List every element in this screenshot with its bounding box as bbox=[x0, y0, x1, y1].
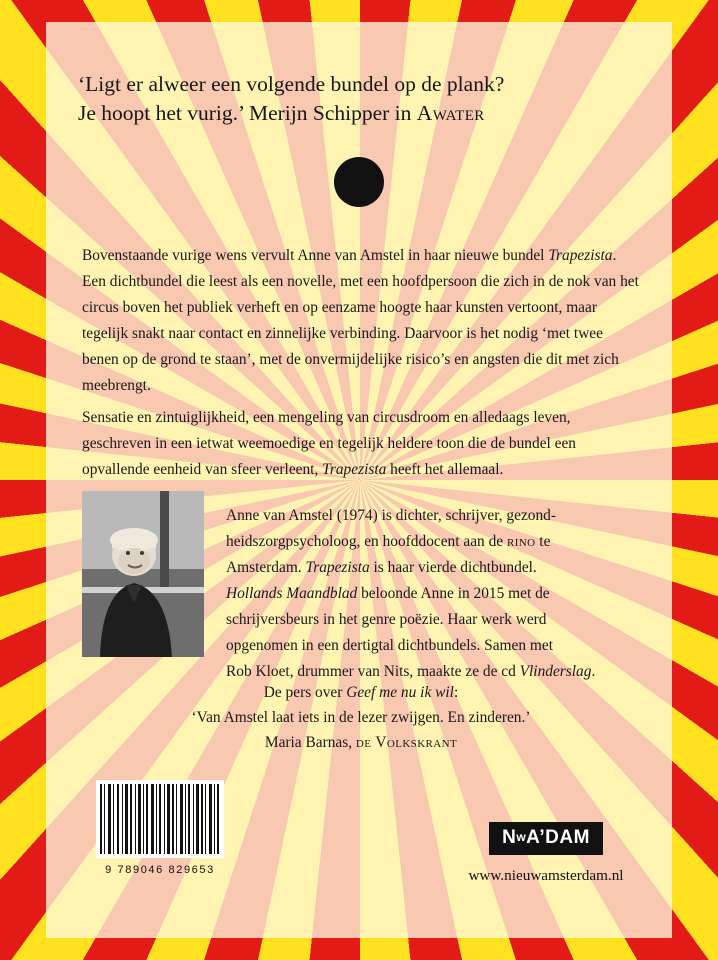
barcode-number: 9 789046 829653 bbox=[105, 864, 215, 876]
press-quote: ‘Van Amstel laat iets in de lezer zwijgen. En zinderen.’ bbox=[191, 709, 531, 726]
press-attribution bbox=[82, 730, 640, 755]
press-attribution-source: de Volkskrant bbox=[355, 734, 458, 751]
black-dot-ornament bbox=[334, 157, 384, 207]
press-intro-title: Geef me nu ik wil bbox=[346, 684, 454, 701]
publisher-website: www.nieuwamsterdam.nl bbox=[468, 867, 624, 884]
press-intro-before: De pers over bbox=[263, 684, 347, 701]
pull-quote-source: Awater bbox=[416, 101, 485, 125]
barcode bbox=[96, 780, 224, 858]
publisher-logo bbox=[489, 822, 603, 855]
press-intro-after: : bbox=[453, 684, 459, 701]
pull-quote-line-2 bbox=[78, 99, 648, 128]
publisher-logo-main: N bbox=[502, 827, 517, 848]
barcode-bars bbox=[96, 780, 224, 858]
blurb-paragraph-2: Sensatie en zintuiglijkheid, een mengeling van circusdroom en alledaags leven, geschreven in een ietwat weemoedige en tegelijk heldere toon die de bundel een opvallende eenheid van sfeer verleent, Trapezista heeft het allemaal. bbox=[82, 409, 577, 479]
pull-quote-line-2-text: Je hoopt het vurig.’ Merijn Schipper in bbox=[78, 101, 417, 125]
author-photo-image bbox=[82, 491, 204, 657]
publisher-block bbox=[446, 822, 646, 885]
press-attribution-name: Maria Barnas, bbox=[264, 734, 356, 751]
press-intro bbox=[82, 680, 640, 705]
pull-quote bbox=[78, 70, 648, 128]
pull-quote-line-1: ‘Ligt er alweer een volgende bundel op de plank? bbox=[78, 72, 505, 96]
publisher-logo-rest: A’DAM bbox=[526, 827, 590, 848]
press-quote-block bbox=[82, 680, 640, 755]
blurb-paragraph-1: Bovenstaande vurige wens vervult Anne van Amstel in haar nieuwe bundel Trapezista. Een dichtbundel die leest als een novelle, met een hoofdpersoon die zich in de nok van het circus boven het publiek verheft en op eenzame hoogte haar kunsten vertoont, maar tegelijk snakt naar contact en zinnelijke verbinding. Daarvoor is het nodig ‘met twee benen op de grond te staan’, met de onvermijdelijke risico’s en angsten die dit met zich meebrengt. bbox=[82, 247, 639, 395]
publisher-logo-small: w bbox=[516, 830, 527, 844]
author-bio: Anne van Amstel (1974) is dichter, schrijver, gezond- heidszorgpsycholoog, en hoofddocent aan de rino te Amsterdam. Trapezista is haar vierde dichtbundel. Hollands Maandblad beloonde Anne in 2015 met de schrijversbeurs in het genre poëzie. Haar werk werd opgenomen in een dertigtal dichtbundels. Samen met Rob Kloet, drummer van Nits, maakte ze de cd Vlinderslag. bbox=[226, 507, 596, 681]
author-photo bbox=[82, 491, 204, 657]
